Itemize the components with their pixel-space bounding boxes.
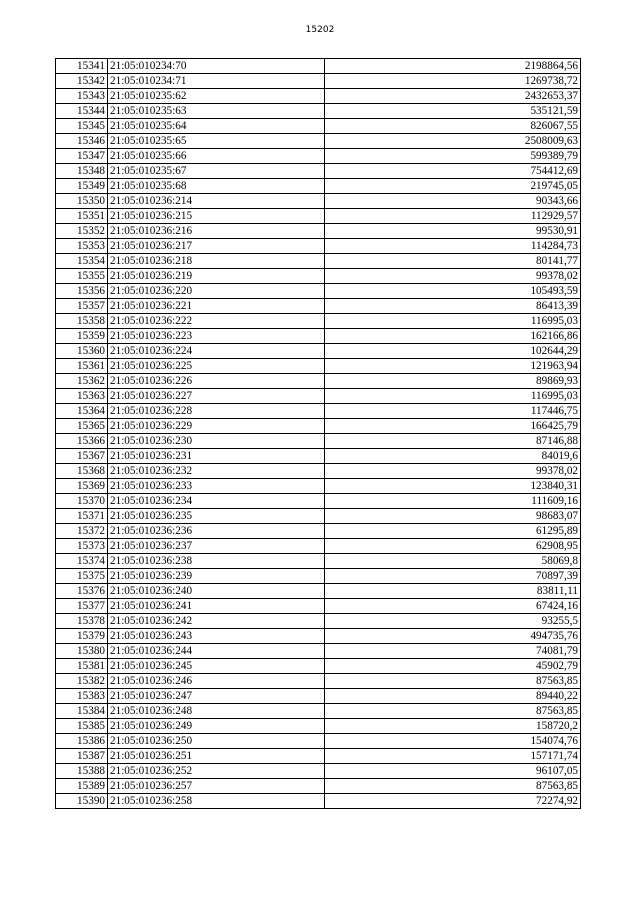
cadastral-number-cell: 21:05:010235:68 (108, 179, 325, 194)
row-number-cell: 15355 (56, 269, 108, 284)
cadastral-value-cell: 162166,86 (325, 329, 581, 344)
row-number-cell: 15381 (56, 659, 108, 674)
row-number-cell: 15356 (56, 284, 108, 299)
row-number-cell: 15374 (56, 554, 108, 569)
row-number-cell: 15367 (56, 449, 108, 464)
cadastral-number-cell: 21:05:010236:247 (108, 689, 325, 704)
table-row (56, 224, 581, 239)
cadastral-number-cell: 21:05:010236:242 (108, 614, 325, 629)
cadastral-number-cell: 21:05:010235:66 (108, 149, 325, 164)
cadastral-value-cell: 83811,11 (325, 584, 581, 599)
cadastral-value-cell: 114284,73 (325, 239, 581, 254)
cadastral-number-cell: 21:05:010236:251 (108, 749, 325, 764)
page-number: 15202 (305, 25, 335, 35)
cadastral-number-cell: 21:05:010236:244 (108, 644, 325, 659)
row-number-cell: 15361 (56, 359, 108, 374)
row-number-cell: 15341 (56, 59, 108, 74)
row-number-cell: 15363 (56, 389, 108, 404)
row-number-cell: 15389 (56, 779, 108, 794)
row-number-cell: 15362 (56, 374, 108, 389)
row-number-cell: 15380 (56, 644, 108, 659)
table-row (56, 674, 581, 689)
cadastral-value-cell: 62908,95 (325, 539, 581, 554)
cadastral-number-cell: 21:05:010235:64 (108, 119, 325, 134)
table-row (56, 419, 581, 434)
cadastral-value-cell: 116995,03 (325, 389, 581, 404)
cadastral-number-cell: 21:05:010236:226 (108, 374, 325, 389)
row-number-cell: 15375 (56, 569, 108, 584)
row-number-cell: 15348 (56, 164, 108, 179)
row-number-cell: 15377 (56, 599, 108, 614)
row-number-cell: 15346 (56, 134, 108, 149)
cadastral-value-cell: 67424,16 (325, 599, 581, 614)
table-row (56, 614, 581, 629)
cadastral-number-cell: 21:05:010236:239 (108, 569, 325, 584)
cadastral-number-cell: 21:05:010236:245 (108, 659, 325, 674)
table-row (56, 314, 581, 329)
cadastral-number-cell: 21:05:010236:225 (108, 359, 325, 374)
cadastral-number-cell: 21:05:010236:248 (108, 704, 325, 719)
table-row (56, 59, 581, 74)
row-number-cell: 15382 (56, 674, 108, 689)
table-row (56, 269, 581, 284)
row-number-cell: 15379 (56, 629, 108, 644)
cadastral-value-cell: 72274,92 (325, 794, 581, 809)
cadastral-number-cell: 21:05:010236:237 (108, 539, 325, 554)
cadastral-value-cell: 89869,93 (325, 374, 581, 389)
cadastral-number-cell: 21:05:010236:249 (108, 719, 325, 734)
row-number-cell: 15344 (56, 104, 108, 119)
cadastral-value-cell: 111609,16 (325, 494, 581, 509)
cadastral-number-cell: 21:05:010236:257 (108, 779, 325, 794)
cadastral-value-table (55, 58, 581, 809)
cadastral-value-cell: 1269738,72 (325, 74, 581, 89)
row-number-cell: 15354 (56, 254, 108, 269)
table-row (56, 149, 581, 164)
table-row (56, 104, 581, 119)
table-body (56, 59, 581, 809)
cadastral-number-cell: 21:05:010235:67 (108, 164, 325, 179)
table-row (56, 584, 581, 599)
cadastral-number-cell: 21:05:010236:220 (108, 284, 325, 299)
cadastral-number-cell: 21:05:010236:228 (108, 404, 325, 419)
cadastral-number-cell: 21:05:010236:252 (108, 764, 325, 779)
cadastral-number-cell: 21:05:010236:232 (108, 464, 325, 479)
row-number-cell: 15366 (56, 434, 108, 449)
table-row (56, 554, 581, 569)
cadastral-number-cell: 21:05:010236:218 (108, 254, 325, 269)
table-row (56, 209, 581, 224)
cadastral-number-cell: 21:05:010236:217 (108, 239, 325, 254)
cadastral-value-cell: 61295,89 (325, 524, 581, 539)
table-row (56, 179, 581, 194)
table-row (56, 434, 581, 449)
row-number-cell: 15358 (56, 314, 108, 329)
cadastral-number-cell: 21:05:010236:234 (108, 494, 325, 509)
table-row (56, 134, 581, 149)
cadastral-number-cell: 21:05:010235:63 (108, 104, 325, 119)
table-row (56, 494, 581, 509)
cadastral-number-cell: 21:05:010236:214 (108, 194, 325, 209)
cadastral-value-cell: 117446,75 (325, 404, 581, 419)
cadastral-value-cell: 96107,05 (325, 764, 581, 779)
cadastral-number-cell: 21:05:010236:216 (108, 224, 325, 239)
table-row (56, 479, 581, 494)
cadastral-value-cell: 123840,31 (325, 479, 581, 494)
table-row (56, 719, 581, 734)
cadastral-value-cell: 158720,2 (325, 719, 581, 734)
row-number-cell: 15349 (56, 179, 108, 194)
row-number-cell: 15383 (56, 689, 108, 704)
cadastral-value-cell: 2198864,56 (325, 59, 581, 74)
row-number-cell: 15359 (56, 329, 108, 344)
table-row (56, 299, 581, 314)
table-row (56, 794, 581, 809)
cadastral-number-cell: 21:05:010236:238 (108, 554, 325, 569)
row-number-cell: 15390 (56, 794, 108, 809)
cadastral-number-cell: 21:05:010236:243 (108, 629, 325, 644)
row-number-cell: 15378 (56, 614, 108, 629)
cadastral-value-cell: 74081,79 (325, 644, 581, 659)
table-row (56, 749, 581, 764)
cadastral-number-cell: 21:05:010236:215 (108, 209, 325, 224)
table-row (56, 449, 581, 464)
table-row (56, 509, 581, 524)
cadastral-value-cell: 98683,07 (325, 509, 581, 524)
row-number-cell: 15352 (56, 224, 108, 239)
row-number-cell: 15376 (56, 584, 108, 599)
cadastral-number-cell: 21:05:010234:70 (108, 59, 325, 74)
row-number-cell: 15343 (56, 89, 108, 104)
cadastral-number-cell: 21:05:010236:258 (108, 794, 325, 809)
table-row (56, 119, 581, 134)
cadastral-number-cell: 21:05:010236:222 (108, 314, 325, 329)
table-row (56, 359, 581, 374)
cadastral-value-cell: 45902,79 (325, 659, 581, 674)
cadastral-value-cell: 157171,74 (325, 749, 581, 764)
row-number-cell: 15353 (56, 239, 108, 254)
table-row (56, 524, 581, 539)
row-number-cell: 15351 (56, 209, 108, 224)
table-row (56, 194, 581, 209)
table-row (56, 539, 581, 554)
cadastral-value-cell: 84019,6 (325, 449, 581, 464)
cadastral-number-cell: 21:05:010236:227 (108, 389, 325, 404)
cadastral-value-cell: 2432653,37 (325, 89, 581, 104)
table-row (56, 764, 581, 779)
table-row (56, 89, 581, 104)
cadastral-value-cell: 99378,02 (325, 464, 581, 479)
cadastral-value-cell: 154074,76 (325, 734, 581, 749)
table-row (56, 404, 581, 419)
cadastral-value-cell: 121963,94 (325, 359, 581, 374)
row-number-cell: 15385 (56, 719, 108, 734)
cadastral-number-cell: 21:05:010235:65 (108, 134, 325, 149)
row-number-cell: 15368 (56, 464, 108, 479)
cadastral-number-cell: 21:05:010236:219 (108, 269, 325, 284)
cadastral-value-cell: 112929,57 (325, 209, 581, 224)
cadastral-value-cell: 102644,29 (325, 344, 581, 359)
cadastral-value-cell: 754412,69 (325, 164, 581, 179)
row-number-cell: 15350 (56, 194, 108, 209)
cadastral-number-cell: 21:05:010236:236 (108, 524, 325, 539)
cadastral-number-cell: 21:05:010236:231 (108, 449, 325, 464)
table-row (56, 74, 581, 89)
table-row (56, 239, 581, 254)
table-row (56, 284, 581, 299)
cadastral-value-cell: 80141,77 (325, 254, 581, 269)
table-row (56, 464, 581, 479)
table-row (56, 734, 581, 749)
table-row (56, 629, 581, 644)
cadastral-value-cell: 93255,5 (325, 614, 581, 629)
cadastral-number-cell: 21:05:010235:62 (108, 89, 325, 104)
table-row (56, 689, 581, 704)
cadastral-value-cell: 105493,59 (325, 284, 581, 299)
cadastral-number-cell: 21:05:010234:71 (108, 74, 325, 89)
cadastral-number-cell: 21:05:010236:250 (108, 734, 325, 749)
row-number-cell: 15369 (56, 479, 108, 494)
table-row (56, 374, 581, 389)
cadastral-value-cell: 599389,79 (325, 149, 581, 164)
row-number-cell: 15384 (56, 704, 108, 719)
cadastral-value-cell: 2508009,63 (325, 134, 581, 149)
table-row (56, 569, 581, 584)
cadastral-value-cell: 89440,22 (325, 689, 581, 704)
cadastral-number-cell: 21:05:010236:246 (108, 674, 325, 689)
table-row (56, 329, 581, 344)
row-number-cell: 15360 (56, 344, 108, 359)
row-number-cell: 15347 (56, 149, 108, 164)
row-number-cell: 15364 (56, 404, 108, 419)
row-number-cell: 15387 (56, 749, 108, 764)
table-row (56, 389, 581, 404)
cadastral-value-cell: 87563,85 (325, 779, 581, 794)
cadastral-value-cell: 826067,55 (325, 119, 581, 134)
table-row (56, 254, 581, 269)
table-row (56, 659, 581, 674)
row-number-cell: 15345 (56, 119, 108, 134)
row-number-cell: 15357 (56, 299, 108, 314)
table-row (56, 779, 581, 794)
cadastral-value-cell: 86413,39 (325, 299, 581, 314)
row-number-cell: 15386 (56, 734, 108, 749)
cadastral-value-cell: 87563,85 (325, 674, 581, 689)
cadastral-value-cell: 494735,76 (325, 629, 581, 644)
row-number-cell: 15342 (56, 74, 108, 89)
cadastral-number-cell: 21:05:010236:240 (108, 584, 325, 599)
cadastral-number-cell: 21:05:010236:235 (108, 509, 325, 524)
cadastral-number-cell: 21:05:010236:241 (108, 599, 325, 614)
row-number-cell: 15370 (56, 494, 108, 509)
cadastral-value-cell: 99530,91 (325, 224, 581, 239)
cadastral-number-cell: 21:05:010236:230 (108, 434, 325, 449)
cadastral-value-cell: 70897,39 (325, 569, 581, 584)
cadastral-number-cell: 21:05:010236:229 (108, 419, 325, 434)
cadastral-value-cell: 535121,59 (325, 104, 581, 119)
row-number-cell: 15365 (56, 419, 108, 434)
cadastral-number-cell: 21:05:010236:233 (108, 479, 325, 494)
cadastral-value-cell: 87146,88 (325, 434, 581, 449)
table-row (56, 599, 581, 614)
row-number-cell: 15388 (56, 764, 108, 779)
row-number-cell: 15372 (56, 524, 108, 539)
row-number-cell: 15373 (56, 539, 108, 554)
cadastral-number-cell: 21:05:010236:224 (108, 344, 325, 359)
table-row (56, 344, 581, 359)
cadastral-value-cell: 166425,79 (325, 419, 581, 434)
cadastral-value-cell: 219745,05 (325, 179, 581, 194)
table-row (56, 164, 581, 179)
cadastral-number-cell: 21:05:010236:223 (108, 329, 325, 344)
cadastral-value-cell: 58069,8 (325, 554, 581, 569)
table-row (56, 704, 581, 719)
cadastral-value-cell: 90343,66 (325, 194, 581, 209)
row-number-cell: 15371 (56, 509, 108, 524)
cadastral-number-cell: 21:05:010236:221 (108, 299, 325, 314)
cadastral-value-cell: 116995,03 (325, 314, 581, 329)
table-row (56, 644, 581, 659)
cadastral-value-cell: 99378,02 (325, 269, 581, 284)
cadastral-value-cell: 87563,85 (325, 704, 581, 719)
